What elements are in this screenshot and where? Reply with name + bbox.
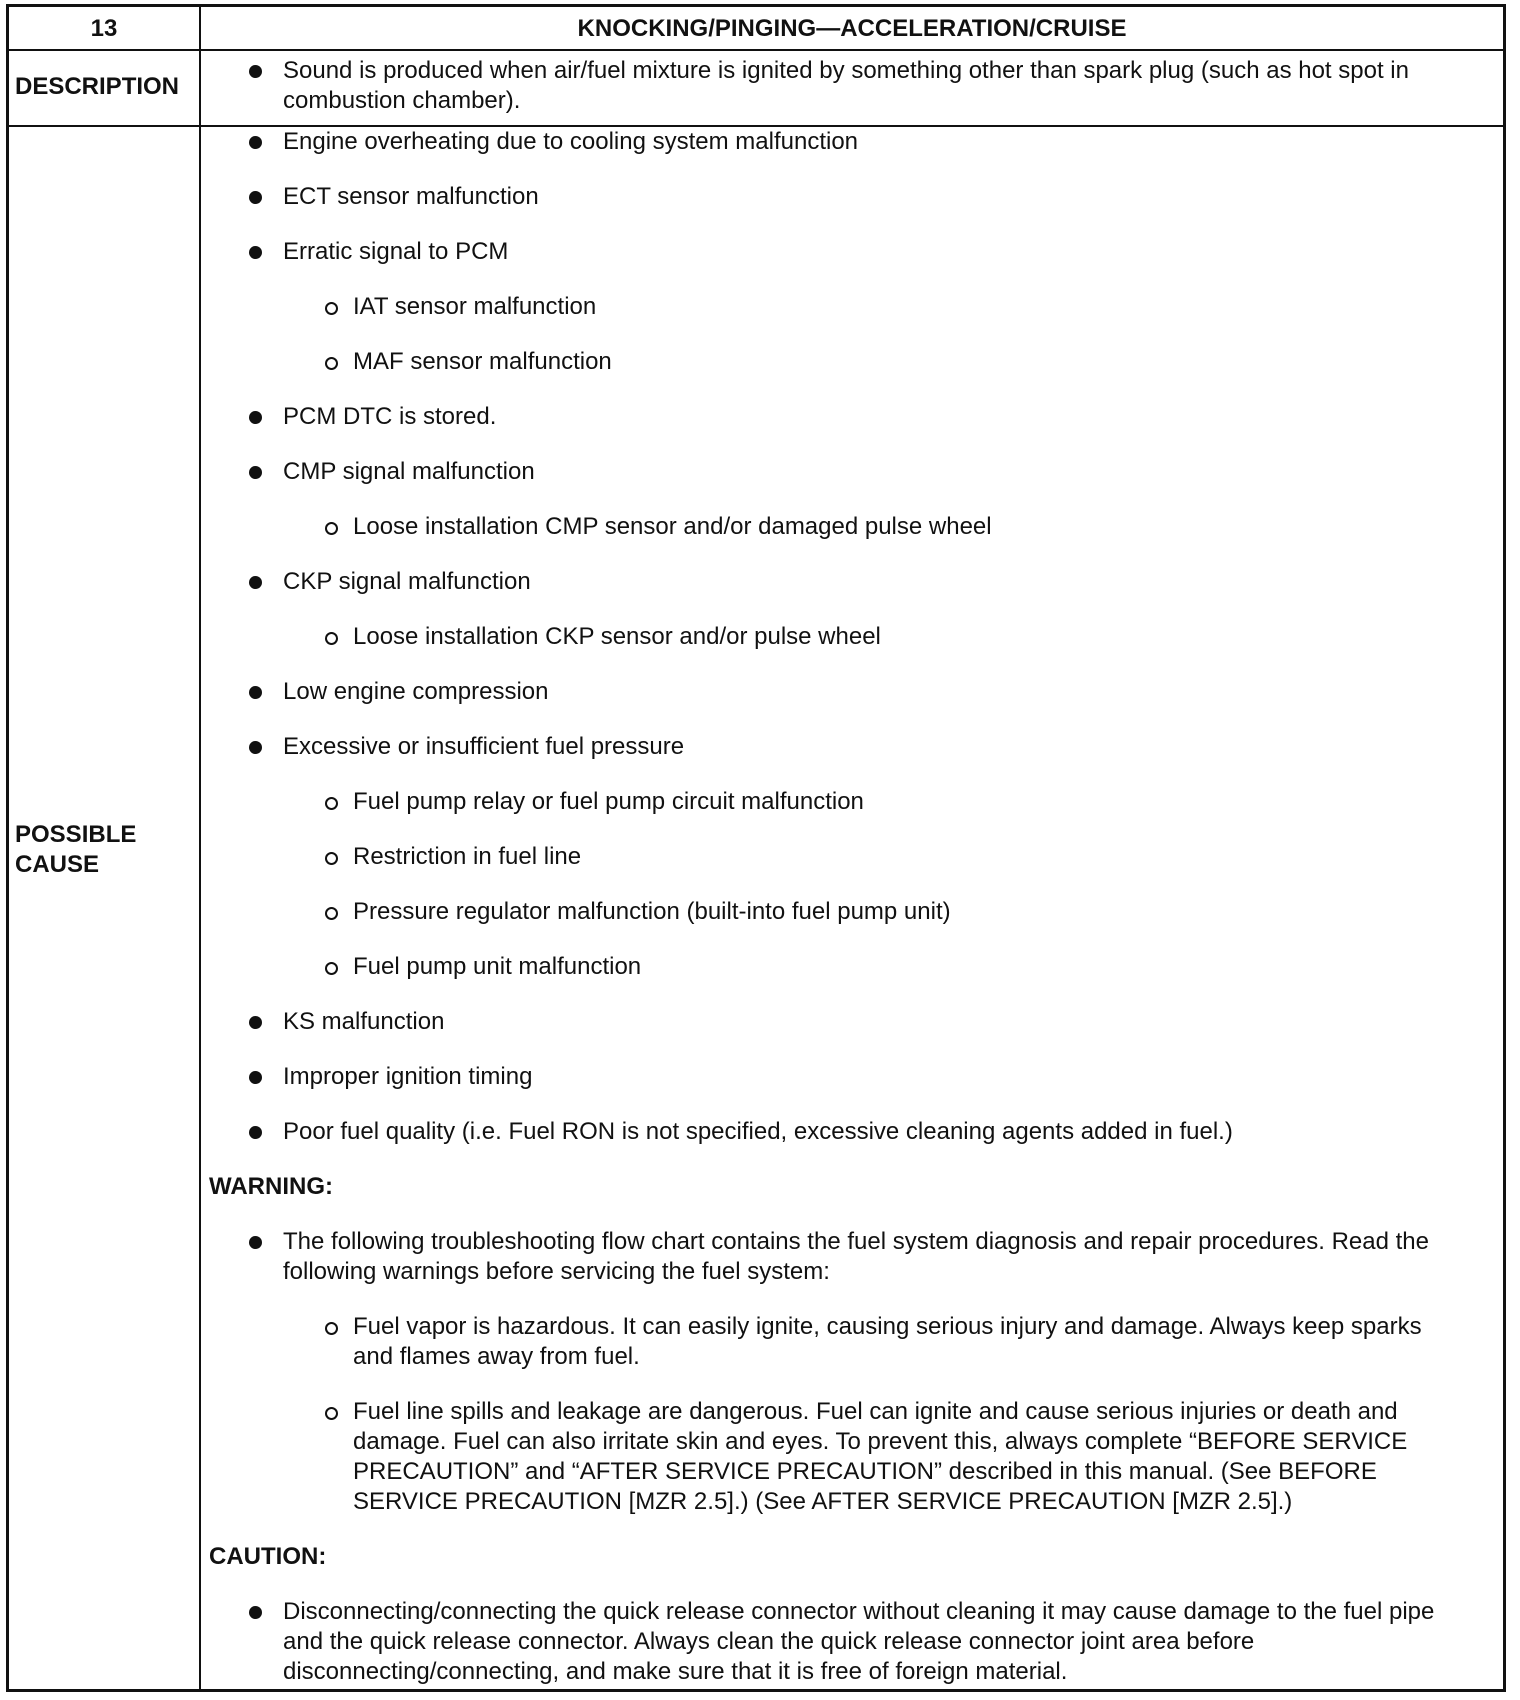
caution-heading: CAUTION: xyxy=(209,1543,327,1570)
bullet-dot-icon xyxy=(249,1016,262,1029)
bullet-dot-icon xyxy=(249,1606,262,1619)
bullet-dot-icon xyxy=(249,191,262,204)
bullet-circle-icon xyxy=(325,907,338,920)
description-content-cell xyxy=(201,51,1503,125)
bullet-circle-icon xyxy=(325,357,338,370)
possible-cause-row xyxy=(9,127,1503,1689)
bullet-circle-icon xyxy=(325,962,338,975)
bullet-dot-icon xyxy=(249,741,262,754)
troubleshooting-table xyxy=(6,4,1506,1692)
cause-item: Excessive or insufficient fuel pressure xyxy=(249,732,684,762)
cause-subitem: Fuel pump unit malfunction xyxy=(325,952,641,982)
cause-subitem: Restriction in fuel line xyxy=(325,842,581,872)
description-item: Sound is produced when air/fuel mixture is ignited by something other than spark plug (such as hot spot in combustion chamber). xyxy=(249,56,1479,116)
warning-subitem: Fuel vapor is hazardous. It can easily ignite, causing serious injury and damage. Always keep sparks and flames away from fuel. xyxy=(325,1312,1435,1372)
cause-item: CKP signal malfunction xyxy=(249,567,531,597)
possible-cause-content-cell xyxy=(201,127,1503,1689)
description-label-cell xyxy=(9,51,199,125)
cause-subitem: Pressure regulator malfunction (built-into fuel pump unit) xyxy=(325,897,951,927)
bullet-dot-icon xyxy=(249,136,262,149)
description-row xyxy=(9,51,1503,127)
bullet-circle-icon xyxy=(325,852,338,865)
bullet-circle-icon xyxy=(325,797,338,810)
bullet-dot-icon xyxy=(249,411,262,424)
symptom-title: KNOCKING/PINGING—ACCELERATION/CRUISE xyxy=(577,15,1127,42)
cause-subitem: Fuel pump relay or fuel pump circuit malfunction xyxy=(325,787,864,817)
header-row xyxy=(9,7,1503,51)
cause-item: PCM DTC is stored. xyxy=(249,402,496,432)
bullet-dot-icon xyxy=(249,686,262,699)
bullet-dot-icon xyxy=(249,1236,262,1249)
warning-heading: WARNING: xyxy=(209,1173,333,1200)
bullet-circle-icon xyxy=(325,1322,338,1335)
bullet-dot-icon xyxy=(249,1071,262,1084)
bullet-dot-icon xyxy=(249,466,262,479)
bullet-dot-icon xyxy=(249,1126,262,1139)
cause-item: Improper ignition timing xyxy=(249,1062,532,1092)
cause-item: CMP signal malfunction xyxy=(249,457,535,487)
cause-item: Low engine compression xyxy=(249,677,549,707)
cause-item: Engine overheating due to cooling system malfunction xyxy=(249,127,858,157)
description-label: DESCRIPTION xyxy=(15,73,180,100)
bullet-circle-icon xyxy=(325,632,338,645)
bullet-circle-icon xyxy=(325,302,338,315)
bullet-dot-icon xyxy=(249,576,262,589)
bullet-dot-icon xyxy=(249,65,262,78)
cause-subitem: Loose installation CKP sensor and/or pulse wheel xyxy=(325,622,881,652)
cause-item: ECT sensor malfunction xyxy=(249,182,539,212)
warning-subitem: Fuel line spills and leakage are dangerous. Fuel can ignite and cause serious injuries or death and damage. Fuel can also irritate skin and eyes. To prevent this, always complete “BEFORE SERVICE PRECAUTION” and “AFTER SERVICE PRECAUTION” described in this manual. (See BEFORE SERVICE PRECAUTION [MZR 2.5].) (See AFTER SERVICE PRECAUTION [MZR 2.5].) xyxy=(325,1397,1487,1517)
cause-subitem: IAT sensor malfunction xyxy=(325,292,596,322)
cause-subitem: Loose installation CMP sensor and/or damaged pulse wheel xyxy=(325,512,992,542)
symptom-number: 13 xyxy=(90,15,118,42)
cause-item: Erratic signal to PCM xyxy=(249,237,508,267)
cause-subitem: MAF sensor malfunction xyxy=(325,347,612,377)
caution-item: Disconnecting/connecting the quick release connector without cleaning it may cause damage to the fuel pipe and the quick release connector. Always clean the quick release connector joint area before disconnecting/connecting, and make sure that it is free of foreign material. xyxy=(249,1597,1481,1687)
warning-item: The following troubleshooting flow chart contains the fuel system diagnosis and repair procedures. Read the following warnings before servicing the fuel system: xyxy=(249,1227,1481,1287)
bullet-dot-icon xyxy=(249,246,262,259)
possible-cause-label-cell xyxy=(9,127,199,1689)
possible-cause-label: POSSIBLE CAUSE xyxy=(15,821,137,878)
cause-item: KS malfunction xyxy=(249,1007,444,1037)
bullet-circle-icon xyxy=(325,1407,338,1420)
bullet-circle-icon xyxy=(325,522,338,535)
cause-item: Poor fuel quality (i.e. Fuel RON is not specified, excessive cleaning agents added in fuel.) xyxy=(249,1117,1233,1147)
